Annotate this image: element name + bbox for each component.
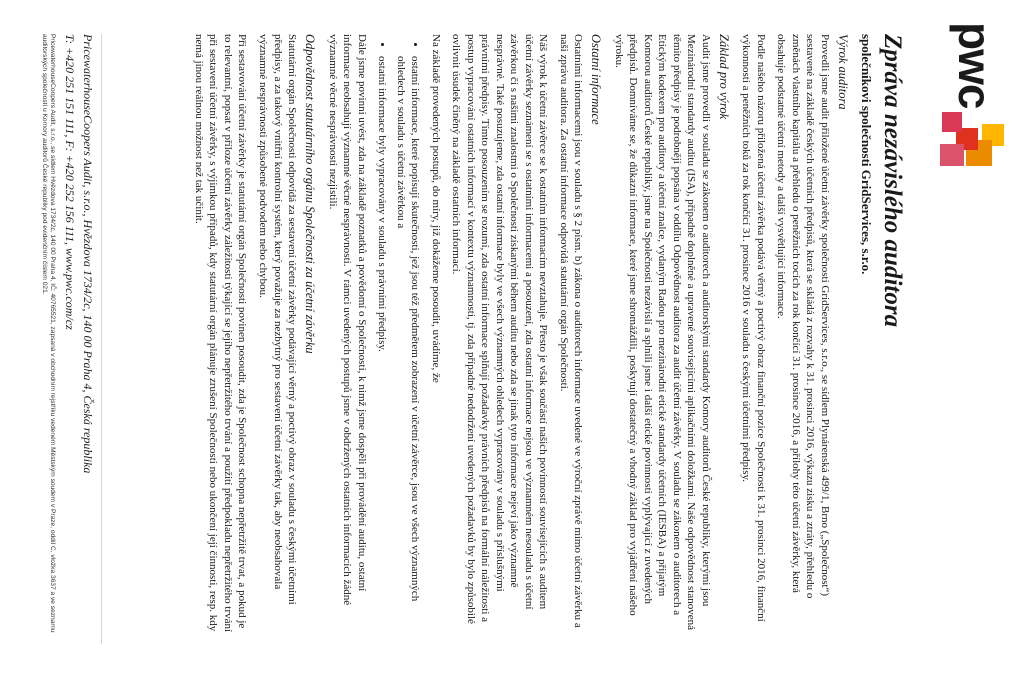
list-item: • ostatní informace byly vypracovány v souladu s právními předpisy. [375,56,390,634]
page-footer [0,34,102,644]
paragraph: Na základě provedených postupů, do míry, již dokážeme posoudit, uvádíme, že [429,34,442,383]
list-item: • ostatní informace, které popisují skutečnosti, jež jsou též předmětem zobrazení v účetní závěrce, jsou ve všech významných ohledech v souladu s účetní závěrkou a [393,56,422,634]
addressee: společníkovi společnosti GridServices, s.r.o. [859,34,874,275]
paragraph: Podle našeho názoru přiložená účetní závěrka podává věrný a poctivý obraz finanční pozice Společnosti k 31. prosinci 2016, finanční výkonnosti a peněžních toků za rok končící 31. prosince 2016 v souladu s českými účetními předpisy. [740,34,767,622]
paragraph: Provedli jsme audit přiložené účetní závěrky společnosti GridServices, s.r.o., se sídlem Plynárenská 499/1, Brno („Společnost“) sestavené na základě českých účetních předpisů, která se skládá z rozvahy k 31. prosinci 2016, výkazu zisku a ztráty, přehledu o změnách vlastního kapitálu a přehledu o peněžních tocích za rok končící 31. prosince 2016, a přílohy této účetní závěrky, která obsahuje podstatné účetní metody a další vysvětlující informace. [775,34,831,599]
report-title: Zpráva nezávislého auditora [879,34,906,328]
pwc-logo [908,22,1008,172]
paragraph: Při sestavování účetní závěrky je statutární orgán Společnosti povinen posoudit, zda je Společnost schopna nepřetržitě trvat, a pokud je to relevantní, popsat v příloze účetní závěrky záležitosti týkající se jejího nepřetržitého trvání a použití předpokladu nepřetržitého trvání při sestavení účetní závěrky, s výjimkou případů, kdy statutární orgán plánuje zrušení Společnosti nebo ukončení její činnosti, resp. kdy nemá jinou reálnou možnost než tak učinit. [192,34,249,633]
paragraph: Ostatními informacemi jsou v souladu s § 2 písm. b) zákona o auditorech informace uvedené ve výroční zprávě mimo účetní závěrku a naši zprávu auditora. Za ostatní informace odpovídá statutární orgán Společnosti. [557,34,585,628]
logo-wordmark: pwc [949,22,1001,109]
paragraph: Statutární orgán Společnosti odpovídá za sestavení účetní závěrky podávající věrný a poctivý obraz v souladu s českými účetními předpisy, a za takový vnitřní kontrolní systém, který považuje za nezbytný pro sestavení účetní závěrky tak, aby neobsahovala významné nesprávnosti způsobené podvodem nebo chybou. [257,34,299,605]
paragraph: Náš výrok k účetní závěrce se k ostatním informacím nevztahuje. Přesto je však součástí našich povinností souvisejících s auditem účetní závěrky seznámení se s ostatními informacemi a posouzení, zda ostatní informace nejsou ve významném nesouladu s účetní závěrkou či s našimi znalostmi o Společnosti získanými během auditu nebo zda se jinak tyto informace nejeví jako významně nesprávné. Také posuzujeme, zda ostatní informace byly ve všech významných ohledech vypracovány v souladu s příslušnými právními předpisy. Tímto posouzením se rozumí, zda ostatní informace splňují požadavky právních předpisů na formální náležitosti a postup vypracování ostatních informací v kontextu významnosti, tj. zda případné nedodržení uvedených požadavků by bylo způsobilé ovlivnit úsudek činěný na základě ostatních informací. [450,34,550,624]
logo-mark-icon [928,84,1008,174]
section-heading-other-information: Ostatní informace [589,34,604,125]
paragraph: Audit jsme provedli v souladu se zákonem o auditorech a auditorskými standardy Komory auditorů České republiky, kterými jsou Mezinárodní standardy auditu (ISA), případně doplněné a upravené souvisejícími aplikačními doložkami. Naše odpovědnost stanovená těmito předpisy je podrobněji popsána v oddílu Odpovědnost auditora za audit účetní závěrky. V souladu se zákonem o auditorech a Etickým kodexem pro auditory a účetní znalce, vydaným Radou pro mezinárodní etické standardy účetních (IESBA) a přijatým Komorou auditorů České republiky, jsme na Společnosti nezávislí a splnili jsme i další etické povinnosti vyplývající z uvedených předpisů. Domníváme se, že důkazní informace, které jsme shromáždili, poskytují dostatečný a vhodný základ pro vyjádření našeho výroku. [612,34,712,630]
report-content [106,34,906,634]
section-heading-opinion: Výrok auditora [836,34,850,110]
paragraph: Dále jsme povinni uvést, zda na základě poznatků a povědomí o Společnosti, k nimž jsme dospěli při provádění auditu, ostatní informace neobsahují významné věcné nesprávnosti. V rámci uvedených postupů jsme v obdržených ostatních informacích žádné významné věcné nesprávnosti nezjistili. [326,34,368,606]
footer-company-address: PricewaterhouseCoopers Audit, s.r.o., Hvězdova 1734/2c, 140 00 Praha 4, Česká republika [81,34,95,474]
footer-registration: PricewaterhouseCoopers Audit, s.r.o., se sídlem Hvězdova 1734/2c, 140 00 Praha 4, IČ: 40765521, zapsaná v obchodním rejstříku vedeném Městským soudem v Praze, oddíl C, vložka 3637 a ve seznamu auditorských společností u Komory auditorů České republiky pod evidenčním číslem 021. [40,34,56,633]
section-heading-management-responsibility: Odpovědnost statutárního orgánu Společnosti za účetní závěrku [303,34,318,354]
bullet-list [375,34,423,634]
section-heading-basis: Základ pro výrok [716,34,731,120]
footer-contact: T: +420 251 151 111, F: +420 252 156 111, www.pwc.com/cz [63,34,78,330]
